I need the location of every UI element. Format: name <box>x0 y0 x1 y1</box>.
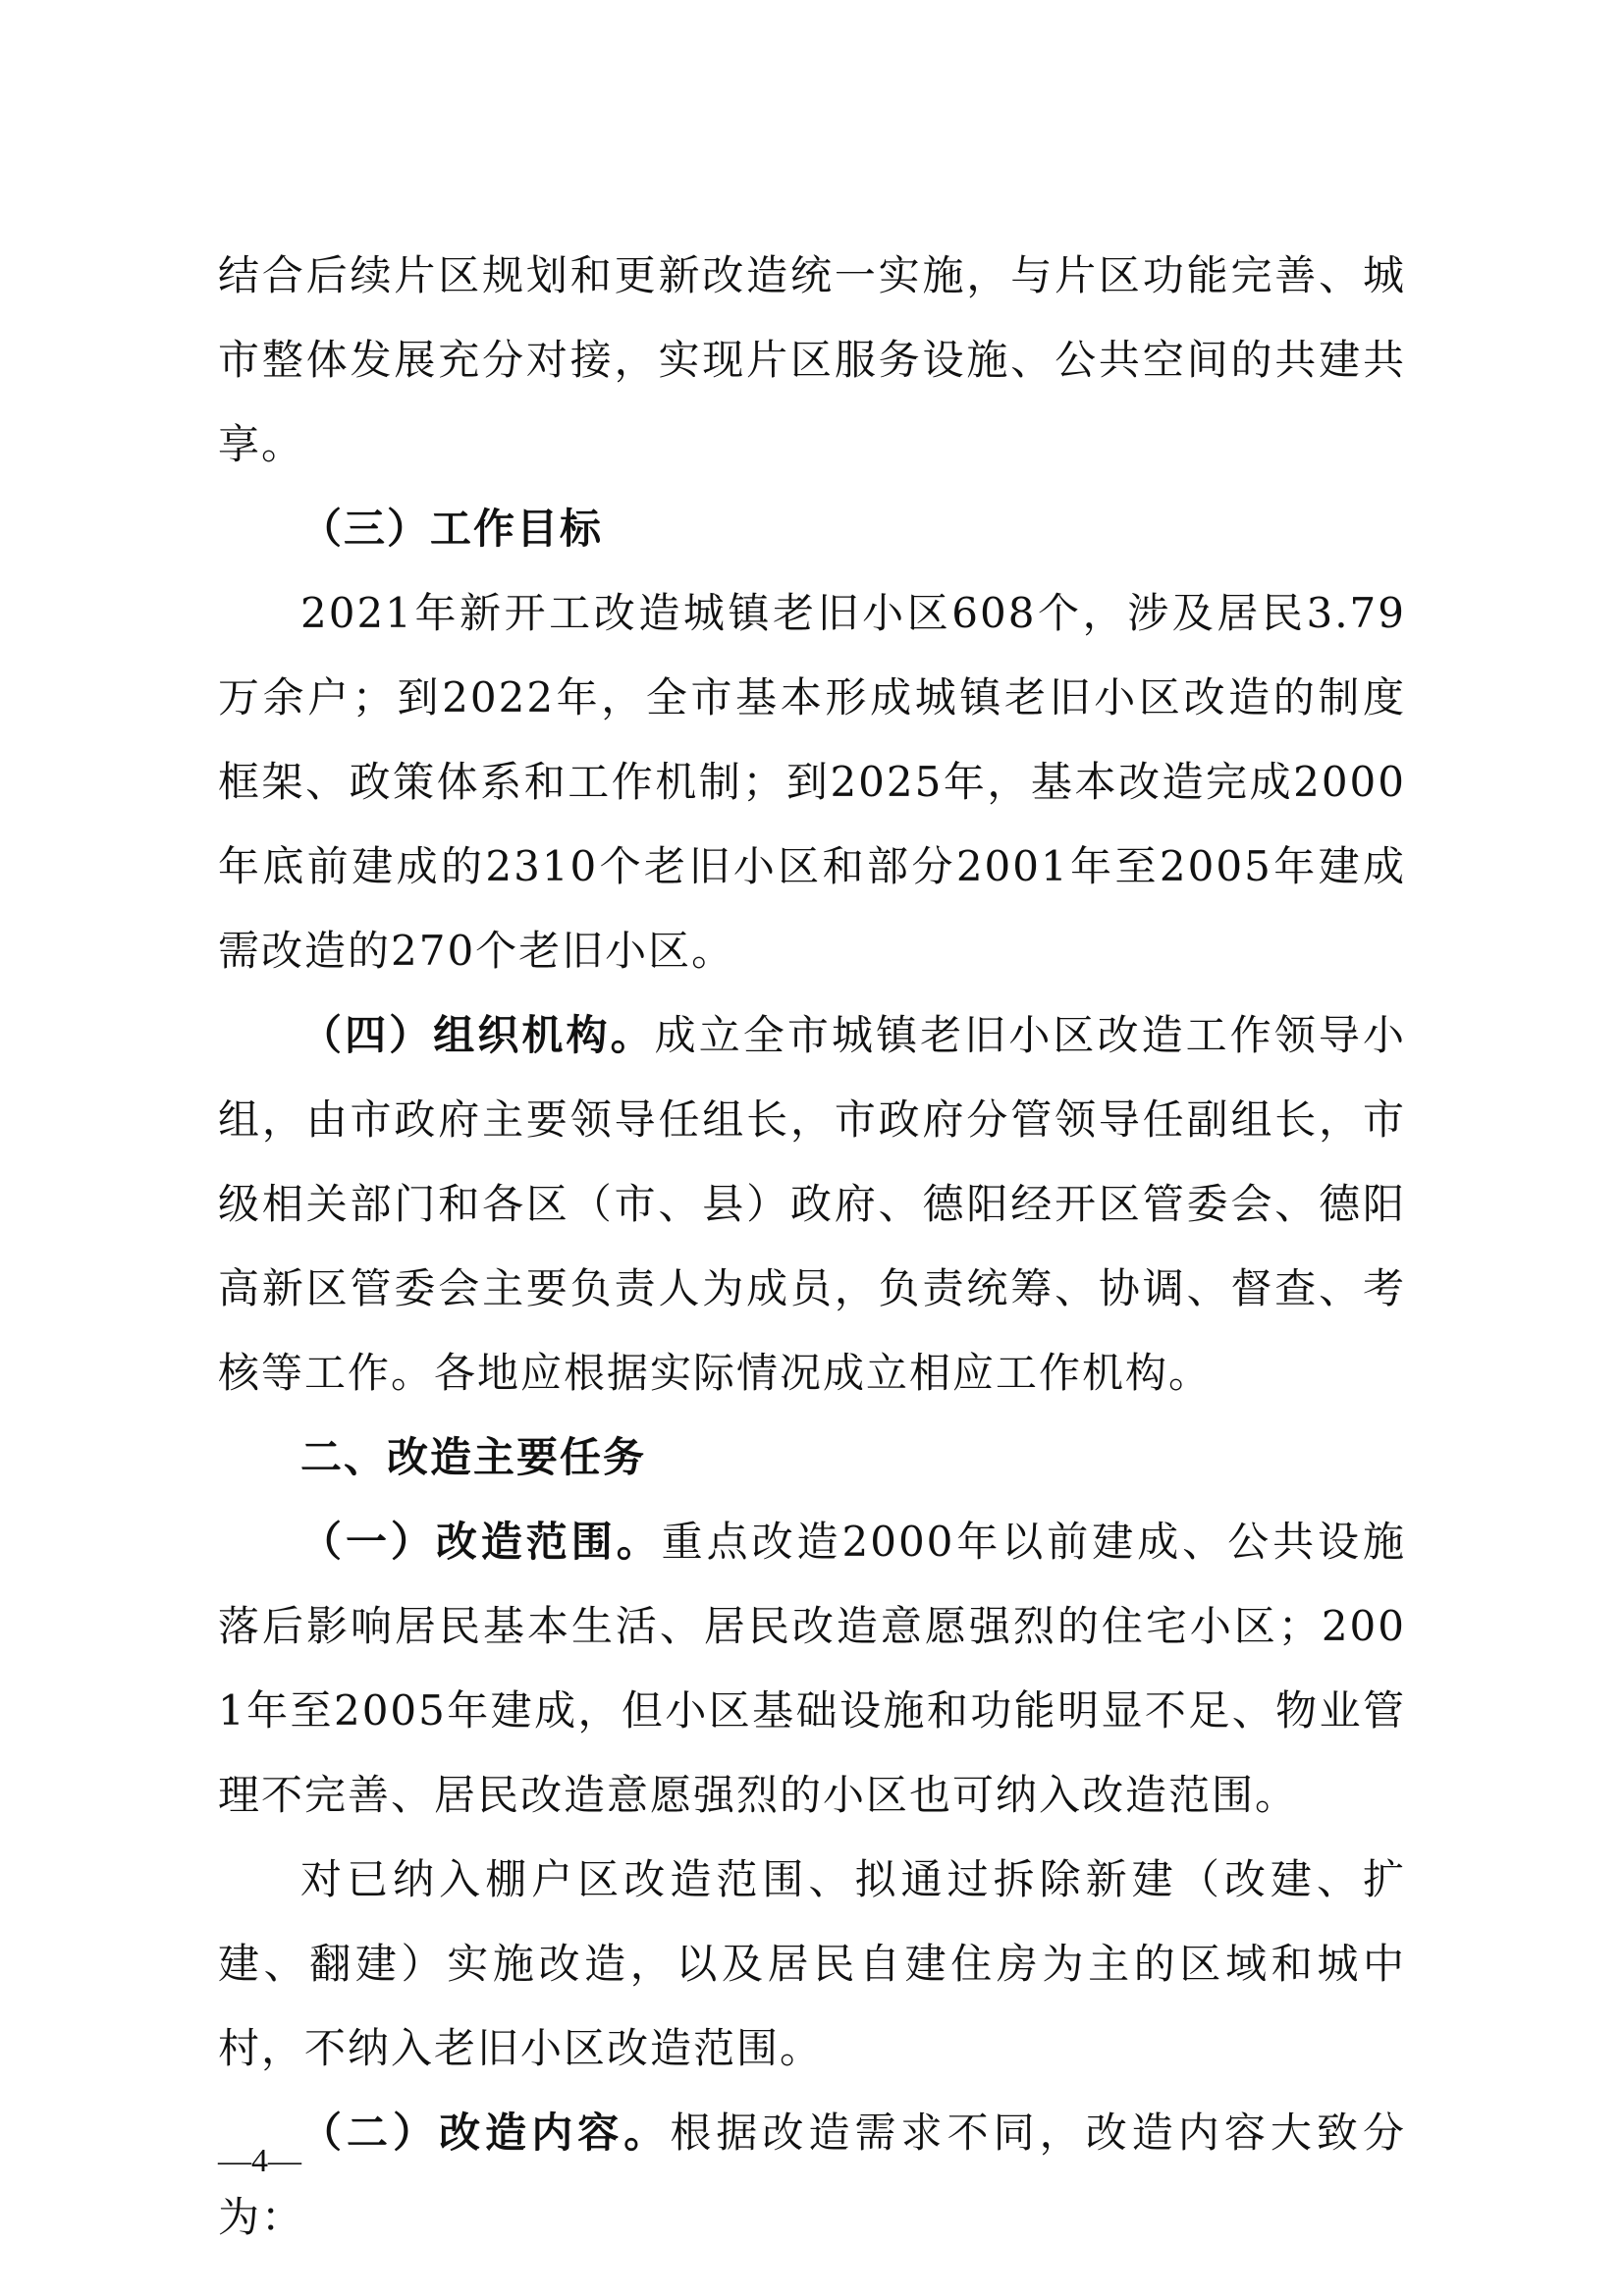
paragraph-scope <box>218 1500 1406 1838</box>
section-heading-work-goals: （三）工作目标 <box>300 505 604 553</box>
paragraph-work-goals: 2021年新开工改造城镇老旧小区608个，涉及居民3.79万余户；到2022年，全市基本形成城镇老旧小区改造的制度框架、政策体系和工作机制；到2025年，基本改造完成2000年底前建成的2310个老旧小区和部分2001年至2005年建成需改造的270个老旧小区。 <box>218 589 1406 975</box>
scope-lead: （一）改造范围。 <box>300 1518 662 1566</box>
organization-lead: （四）组织机构。 <box>300 1011 655 1059</box>
section-heading-main-tasks: 二、改造主要任务 <box>300 1433 647 1481</box>
paragraph-content <box>218 2091 1406 2260</box>
content-text: 根据改造需求不同，改造内容大致分为： <box>218 2109 1406 2241</box>
document-body <box>218 234 1406 2260</box>
paragraph-organization <box>218 993 1406 1415</box>
paragraph-continuation: 结合后续片区规划和更新改造统一实施，与片区功能完善、城市整体发展充分对接，实现片区服务设施、公共空间的共建共享。 <box>218 251 1406 468</box>
content-lead: （二）改造内容。 <box>300 2109 671 2157</box>
organization-text: 成立全市城镇老旧小区改造工作领导小组，由市政府主要领导任组长，市政府分管领导任副组长，市级相关部门和各区（市、县）政府、德阳经开区管委会、德阳高新区管委会主要负责人为成员，负责统筹、协调、督查、考核等工作。各地应根据实际情况成立相应工作机构。 <box>218 1011 1406 1397</box>
paragraph-exclusions: 对已纳入棚户区改造范围、拟通过拆除新建（改建、扩建、翻建）实施改造，以及居民自建住房为主的区域和城中村，不纳入老旧小区改造范围。 <box>218 1855 1406 2072</box>
page-number: —4— <box>218 2143 301 2179</box>
scope-text: 重点改造2000年以前建成、公共设施落后影响居民基本生活、居民改造意愿强烈的住宅小区；2001年至2005年建成，但小区基础设施和功能明显不足、物业管理不完善、居民改造意愿强烈的小区也可纳入改造范围。 <box>218 1518 1406 1819</box>
